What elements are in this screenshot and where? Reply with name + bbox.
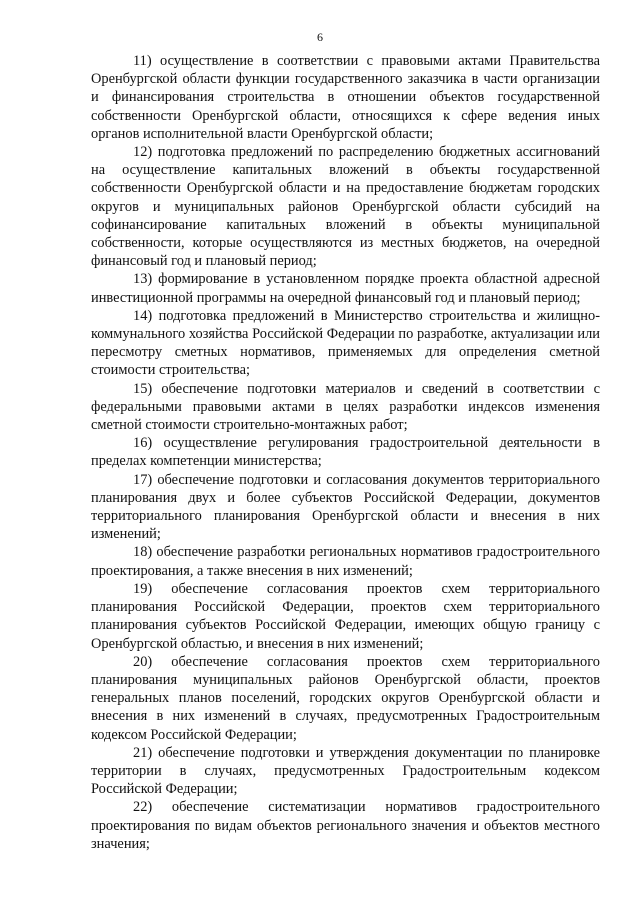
paragraph-item-13: 13) формирование в установленном порядке проекта областной адресной инвестиционной программы на очередной финансовый год и плановый период; (91, 271, 600, 306)
paragraph-item-17: 17) обеспечение подготовки и согласования документов территориального планирования двух и более субъектов Российской Федерации, документов территориального планирования Оренбургской области и внесения в них изменений; (91, 471, 600, 543)
paragraph-item-14: 14) подготовка предложений в Министерство строительства и жилищно-коммунального хозяйства Российской Федерации по разработке, актуализации или пересмотру сметных нормативов, применяемых для определения сметной стоимости строительства; (91, 307, 600, 379)
paragraph-item-20: 20) обеспечение согласования проектов схем территориального планирования муниципальных районов Оренбургской области, проектов генеральных планов поселений, городских округов Оренбургской области и внесения в них изменений в случаях, предусмотренных Градостроительным кодексом Российской Федерации; (91, 653, 600, 743)
document-body (91, 52, 600, 853)
paragraph-item-11: 11) осуществление в соответствии с правовыми актами Правительства Оренбургской области функции государственного заказчика в части организации и финансирования строительства в отношении объектов государственной собственности Оренбургской области, относящихся к сфере ведения иных органов исполнительной власти Оренбургской области; (91, 53, 600, 142)
paragraph-item-12: 12) подготовка предложений по распределению бюджетных ассигнований на осуществление капитальных вложений в объекты государственной собственности Оренбургской области и на предоставление бюджетам городских округов и муниципальных районов Оренбургской области субсидий на софинансирование капитальных вложений в объекты муниципальной собственности, которые осуществляются из местных бюджетов, на очередной финансовый год и плановый период; (91, 144, 600, 270)
page-number: 6 (317, 30, 323, 44)
paragraph-item-22: 22) обеспечение систематизации нормативов градостроительного проектирования по видам объектов регионального значения и объектов местного значения; (91, 799, 600, 852)
paragraph-item-16: 16) осуществление регулирования градостроительной деятельности в пределах компетенции министерства; (91, 435, 600, 470)
paragraph-item-15: 15) обеспечение подготовки материалов и сведений в соответствии с федеральными правовыми актами в целях разработки индексов изменения сметной стоимости строительно-монтажных работ; (91, 380, 600, 434)
paragraph-item-18: 18) обеспечение разработки региональных нормативов градостроительного проектирования, а также внесения в них изменений; (91, 544, 600, 579)
paragraph-item-21: 21) обеспечение подготовки и утверждения документации по планировке территории в случаях, предусмотренных Градостроительным кодексом Российской Федерации; (91, 744, 600, 798)
paragraph-item-19: 19) обеспечение согласования проектов схем территориального планирования Российской Федерации, проектов схем территориального планирования субъектов Российской Федерации, имеющих общую границу с Оренбургской областью, и внесения в них изменений; (91, 580, 600, 652)
